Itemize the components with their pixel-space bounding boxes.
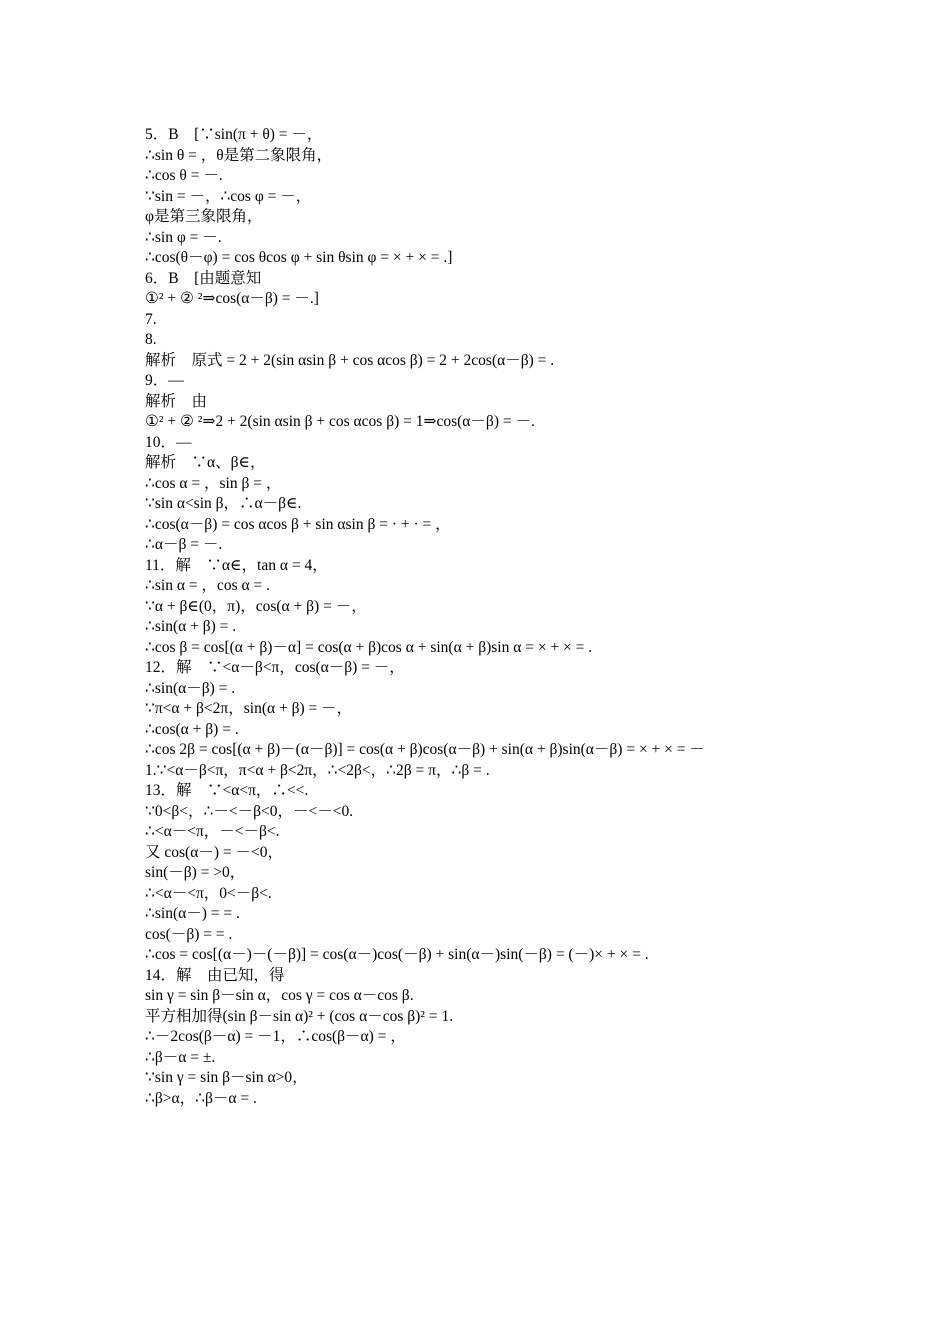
text-line: ①² + ② ²⇒2 + 2(sin αsin β + cos αcos β) = 1⇒cos(α－β) = －. [145,413,535,430]
text-line: ∴－2cos(β－α) = －1，∴cos(β－α) = ， [145,1028,406,1045]
text-line: ∴<α－<π，0<－β<. [145,884,272,902]
text-line: ∴cos = cos[(α－)－(－β)] = cos(α－)cos(－β) + sin(α－)sin(－β) = (－)× + × = . [145,946,649,963]
text-line: 14．解 由已知，得 [145,966,285,984]
text-line: ∵π<α + β<2π，sin(α + β) = －， [145,700,353,717]
text-line: 11．解 ∵α∈，tan α = 4， [145,556,328,574]
text-line: ∵sin γ = sin β－sin α>0， [145,1069,308,1086]
text-line: 8. [145,331,157,348]
text-line: ∴sin(α－) = = . [145,905,240,922]
text-line: ∴cos(θ－φ) = cos θcos φ + sin θsin φ = × + × = .] [145,249,453,266]
text-line: ∵sin = －，∴cos φ = －， [145,187,312,205]
text-line: 平方相加得(sin β－sin α)² + (cos α－cos β)² = 1. [145,1007,454,1025]
text-line: 13．解 ∵<α<π，∴<<. [145,782,309,799]
text-line: ∵sin α<sin β，∴α－β∈. [145,495,302,512]
text-line: cos(－β) = = . [145,925,233,943]
text-line: 解析 ∵α、β∈， [145,454,266,471]
text-line: ①² + ② ²⇒cos(α－β) = －.] [145,290,319,307]
text-line: ∴sin α = ，cos α = . [145,577,270,594]
text-line: 7. [145,310,157,328]
text-line: ∴α－β = －. [145,536,223,553]
text-line: ∴sin φ = －. [145,228,222,246]
text-line: 解析 原式 = 2 + 2(sin αsin β + cos αcos β) = 2 + 2cos(α－β) = . [145,351,555,369]
text-line: 又 cos(α－) = －<0， [145,843,283,861]
text-line: 5．B [∵sin(π + θ) = －， [145,126,323,143]
text-line: ∴β－α = ±. [145,1048,216,1066]
text-line: 6．B [由题意知 [145,269,262,287]
text-line: ∴β>α，∴β－α = . [145,1089,257,1107]
text-line: 解析 由 [145,392,208,410]
text-line: ∴cos(α－β) = cos αcos β + sin αsin β = · + · = ， [145,515,451,533]
text-line: ∵α + β∈(0，π)，cos(α + β) = －， [145,597,367,615]
text-line: ∴<α－<π，－<－β<. [145,823,280,840]
text-line: sin(－β) = >0， [145,864,246,881]
text-line: 9．— [145,372,184,389]
solution-text [145,125,825,1109]
text-line: ∴cos(α + β) = . [145,720,239,738]
text-line: sin γ = sin β－sin α，cos γ = cos α－cos β. [145,987,414,1004]
text-line: ∴cos 2β = cos[(α + β)－(α－β)] = cos(α + β)cos(α－β) + sin(α + β)sin(α－β) = × + × = － [145,741,705,758]
text-line: ∴sin θ = ，θ是第二象限角， [145,146,333,164]
text-line: ∴sin(α－β) = . [145,679,236,697]
text-line: ∴sin(α + β) = . [145,618,237,635]
text-line: φ是第三象限角， [145,208,263,225]
text-line: ∴cos θ = －. [145,167,223,184]
text-line: 1.∵<α－β<π，π<α + β<2π，∴<2β<，∴2β = π，∴β = . [145,761,490,779]
text-line: 12．解 ∵<α－β<π，cos(α－β) = －， [145,659,405,676]
text-line: ∵0<β<，∴－<－β<0，－<－<0. [145,802,354,820]
text-line: 10．— [145,433,192,451]
text-line: ∴cos β = cos[(α + β)－α] = cos(α + β)cos α + sin(α + β)sin α = × + × = . [145,638,593,656]
text-line: ∴cos α = ，sin β = ， [145,474,282,492]
